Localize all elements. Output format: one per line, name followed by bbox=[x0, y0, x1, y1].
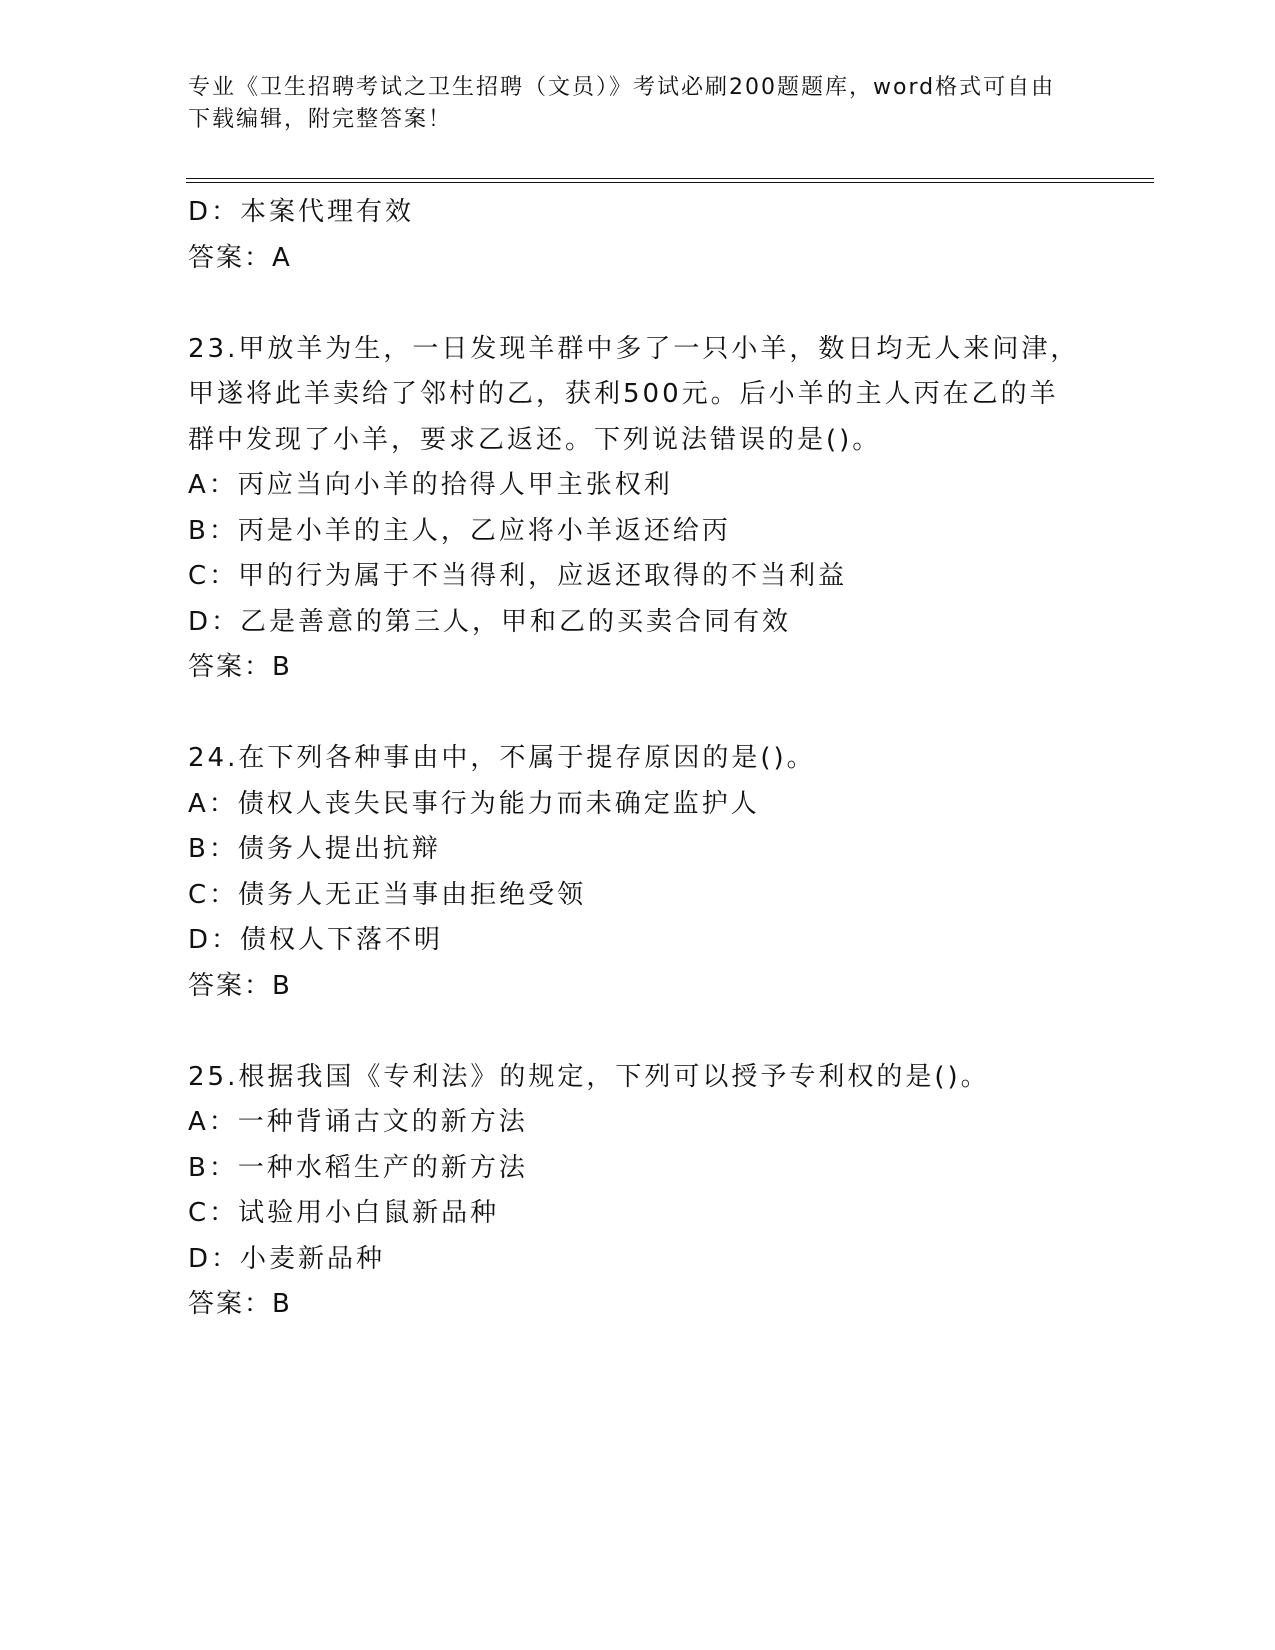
question-stem-line: 群中发现了小羊，要求乙返还。下列说法错误的是()。 bbox=[188, 424, 882, 455]
option-a: A：债权人丧失民事行为能力而未确定监护人 bbox=[188, 788, 760, 819]
option-d: D：债权人下落不明 bbox=[188, 925, 444, 955]
option-b: B：一种水稻生产的新方法 bbox=[188, 1152, 528, 1183]
header-divider-top bbox=[186, 178, 1154, 179]
answer: 答案：A bbox=[188, 242, 292, 273]
question-stem-line: 25.根据我国《专利法》的规定，下列可以授予专利权的是()。 bbox=[188, 1061, 990, 1092]
question-stem-line: 23.甲放羊为生，一日发现羊群中多了一只小羊，数日均无人来问津， bbox=[188, 333, 1080, 364]
option-c: C：甲的行为属于不当得利，应返还取得的不当利益 bbox=[188, 561, 848, 591]
question-stem-line: 甲遂将此羊卖给了邻村的乙，获利500元。后小羊的主人丙在乙的羊 bbox=[188, 379, 1059, 409]
option-c: C：债务人无正当事由拒绝受领 bbox=[188, 879, 587, 910]
option-a: A：丙应当向小羊的拾得人甲主张权利 bbox=[188, 470, 673, 500]
header-divider-bottom bbox=[186, 182, 1154, 183]
option-d: D：小麦新品种 bbox=[188, 1243, 386, 1274]
option-a: A：一种背诵古文的新方法 bbox=[188, 1107, 528, 1137]
question-24 bbox=[188, 736, 1088, 1009]
question-content bbox=[188, 190, 1088, 1328]
spacer bbox=[188, 1009, 1088, 1055]
spacer bbox=[188, 691, 1088, 737]
answer: 答案：B bbox=[188, 652, 292, 682]
continuation-block bbox=[188, 190, 1088, 281]
option-c: C：试验用小白鼠新品种 bbox=[188, 1198, 500, 1228]
option-b: B：债务人提出抗辩 bbox=[188, 834, 441, 864]
answer: 答案：B bbox=[188, 1289, 292, 1319]
option-d: D：本案代理有效 bbox=[188, 197, 415, 227]
spacer bbox=[188, 281, 1088, 327]
answer: 答案：B bbox=[188, 970, 292, 1001]
question-23 bbox=[188, 327, 1088, 691]
option-d: D：乙是善意的第三人，甲和乙的买卖合同有效 bbox=[188, 606, 792, 637]
option-b: B：丙是小羊的主人，乙应将小羊返还给丙 bbox=[188, 515, 731, 546]
document-header: 专业《卫生招聘考试之卫生招聘（文员）》考试必刷200题题库，word格式可自由下载编辑，附完整答案！ bbox=[188, 75, 1056, 132]
question-stem-line: 24.在下列各种事由中，不属于提存原因的是()。 bbox=[188, 743, 816, 773]
question-25 bbox=[188, 1055, 1088, 1328]
